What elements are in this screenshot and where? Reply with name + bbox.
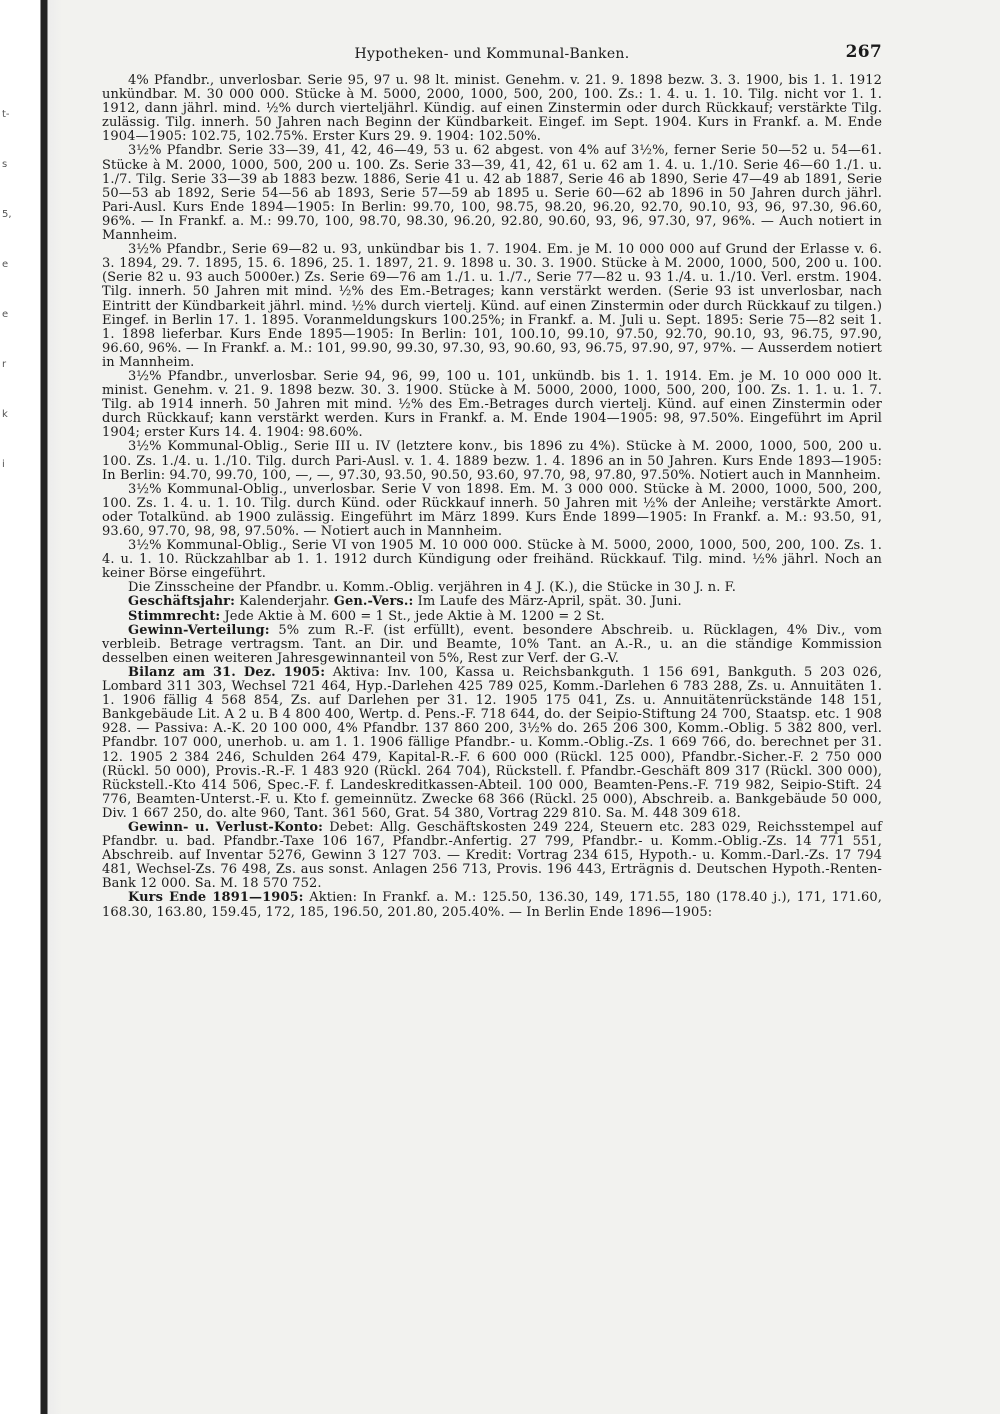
text-kurs-ende: Aktien: In Frankf. a. M.: 125.50, 136.30, 149, 171.55, 180 (178.40 j.), 171, 171.60, 168.30, 163.80, 159.45, 172, 185, 196.50, 201.80, 205.40%. — In Berlin Ende 1896—1905: — [102, 890, 882, 920]
gutter-mark: r — [2, 359, 7, 370]
text-geschaeftsjahr: Kalenderjahr. — [235, 594, 334, 610]
text-gewinn-verteilung: 5% zum R.-F. (ist erfüllt), event. besondere Abschreib. u. Rücklagen, 4% Div., vom verbleib. Betrage vertragsm. Tant. an Dir. und Beamte, 10% Tant. an A.-R., u. an die ständige Kommission desselben einen weiteren Jahresgewinnanteil von 5%, Rest zur Verf. der G.-V. — [102, 622, 882, 666]
paragraph-kurs-ende — [102, 891, 882, 919]
body-text — [102, 74, 882, 920]
paragraph-stimmrecht — [102, 610, 882, 624]
label-geschaeftsjahr: Geschäftsjahr: — [128, 594, 236, 610]
paragraph-geschaeftsjahr — [102, 595, 882, 609]
text-gewinn-verlust: Debet: Allg. Geschäftskosten 249 224, Steuern etc. 283 029, Reichsstempel auf Pfandbr. u. bad. Pfandbr.-Taxe 106 167, Pfandbr.-Anfertig. 27 799, Pfandbr.- u. Komm.-Oblig.-Zs. 14 771 551, Abschreib. auf Inventar 5276, Gewinn 3 127 703. — Kredit: Vortrag 234 615, Hypoth.- u. Komm.-Darl.-Zs. 17 794 481, Wechsel-Zs. 76 498, Zs. aus sonst. Anlagen 256 713, Provis. 196 443, Erträgnis d. Deutschen Hypoth.-Renten-Bank 12 000. Sa. M. 18 570 752. — [102, 819, 882, 892]
paragraph-gewinn-verteilung — [102, 624, 882, 666]
paragraph-komm-oblig-serie-III-IV: 3½% Kommunal-Oblig., Serie III u. IV (letztere konv., bis 1896 zu 4%). Stücke à M. 2000, 1000, 500, 200 u. 100. Zs. 1./4. u. 1./10. Tilg. durch Pari-Ausl. v. 1. 4. 1889 bezw. 1. 4. 1896 an in 50 Jahren. Kurs Ende 1893—1905: In Berlin: 94.70, 99.70, 100, —, —, 97.30, 93.50, 90.50, 93.60, 97.70, 98, 97.80, 97.50%. Notiert auch in Mannheim. — [102, 439, 882, 483]
label-gewinn-verteilung: Gewinn-Verteilung: — [128, 622, 270, 638]
text-gen-vers: Im Laufe des März-April, spät. 30. Juni. — [413, 594, 682, 610]
page-header — [102, 38, 882, 74]
paragraph-pfandbr-4pct: 4% Pfandbr., unverlosbar. Serie 95, 97 u. 98 lt. minist. Genehm. v. 21. 9. 1898 bezw. 3. 3. 1900, bis 1. 1. 1912 unkündbar. M. 30 000 000. Stücke à M. 5000, 2000, 1000, 500, 200, 100. Zs.: 1. 4. u. 1. 10. Tilg. nicht vor 1. 1. 1912, dann jährl. mind. ½% durch vierteljährl. Kündig. auf einen Zinstermin oder durch Rückkauf; verstärkte Tilg. zulässig. Tilg. innerh. 50 Jahren nach Beginn der Kündbarkeit. Eingef. im Sept. 1904. Kurs in Frankf. a. M. Ende 1904—1905: 102.75, 102.75%. Erster Kurs 29. 9. 1904: 102.50%. — [102, 73, 882, 145]
gutter-mark: i — [2, 459, 5, 470]
document-page — [102, 38, 882, 920]
paragraph-bilanz — [102, 666, 882, 821]
gutter-mark: e — [2, 259, 9, 270]
paragraph-zinsscheine: Die Zinsscheine der Pfandbr. u. Komm.-Oblig. verjähren in 4 J. (K.), die Stücke in 30 J. n. F. — [128, 580, 737, 596]
gutter-mark: e — [2, 309, 9, 320]
paragraph-komm-oblig-serie-V: 3½% Kommunal-Oblig., unverlosbar. Serie V von 1898. Em. M. 3 000 000. Stücke à M. 2000, 1000, 500, 200, 100. Zs. 1. 4. u. 1. 10. Tilg. durch Künd. oder Rückkauf innerh. 50 Jahren mit ½% der Anleihe; verstärkte Amort. oder Totalkünd. ab 1900 zulässig. Eingeführt im März 1899. Kurs Ende 1899—1905: In Frankf. a. M.: 93.50, 91, 93.60, 97.70, 98, 98, 97.50%. — Notiert auch in Mannheim. — [102, 481, 882, 539]
text-stimmrecht: Jede Aktie à M. 600 = 1 St., jede Aktie à M. 1200 = 2 St. — [220, 608, 605, 624]
running-head: Hypotheken- und Kommunal-Banken. — [354, 46, 630, 62]
label-stimmrecht: Stimmrecht: — [128, 608, 221, 624]
page-number: 267 — [845, 42, 882, 62]
paragraph-pfandbr-3-5pct-serie-94: 3½% Pfandbr., unverlosbar. Serie 94, 96, 99, 100 u. 101, unkündb. bis 1. 1. 1914. Em. je M. 10 000 000 lt. minist. Genehm. v. 21. 9. 1898 bezw. 30. 3. 1900. Stücke à M. 5000, 2000, 1000, 500, 200, 100. Zs. 1. 1. u. 1. 7. Tilg. ab 1914 innerh. 50 Jahren mit mind. ½% des Em.-Betrages durch viertelj. Künd. auf einen Zinstermin oder durch Rückkauf; kann verstärkt werden. Kurs in Frankf. a. M. Ende 1904—1905: 98, 97.50%. Eingeführt im April 1904; erster Kurs 14. 4. 1904: 98.60%. — [102, 368, 882, 441]
gutter-mark: 5, — [2, 209, 12, 220]
paragraph-pfandbr-3-5pct-serie-33: 3½% Pfandbr. Serie 33—39, 41, 42, 46—49, 53 u. 62 abgest. von 4% auf 3½%, ferner Serie 50—52 u. 54—61. Stücke à M. 2000, 1000, 500, 200 u. 100. Zs. Serie 33—39, 41, 42, 61 u. 62 am 1. 4. u. 1./10. Serie 46—60 1./1. u. 1./7. Tilg. Serie 33—39 ab 1883 bezw. 1886, Serie 41 u. 42 ab 1887, Serie 46 ab 1890, Serie 47—49 ab 1891, Serie 50—53 ab 1892, Serie 54—56 ab 1893, Serie 57—59 ab 1895 u. Serie 60—62 ab 1896 in 50 Jahren durch jährl. Pari-Ausl. Kurs Ende 1894—1905: In Berlin: 99.70, 100, 98.75, 98.20, 96.20, 92.70, 90.10, 93, 96, 97.30, 96.60, 96%. — In Frankf. a. M.: 99.70, 100, 98.70, 98.30, 96.20, 92.80, 90.60, 93, 96, 97.30, 97, 96%. — Auch notiert in Mannheim. — [102, 143, 882, 244]
gutter-marks — [2, 90, 18, 490]
label-gewinn-verlust: Gewinn- u. Verlust-Konto: — [128, 819, 324, 835]
gutter-mark: s — [2, 159, 8, 170]
gutter-mark: t- — [2, 109, 10, 120]
label-gen-vers: Gen.-Vers.: — [333, 594, 414, 610]
paragraph-gewinn-verlust — [102, 821, 882, 891]
label-kurs-ende: Kurs Ende 1891—1905: — [128, 890, 304, 906]
label-bilanz: Bilanz am 31. Dez. 1905: — [128, 664, 326, 680]
paragraph-komm-oblig-serie-VI: 3½% Kommunal-Oblig., Serie VI von 1905 M. 10 000 000. Stücke à M. 5000, 2000, 1000, 500, 200, 100. Zs. 1. 4. u. 1. 10. Rückzahlbar ab 1. 1. 1912 durch Kündigung oder freihänd. Rückkauf. Tilg. mind. ½% jährl. Noch an keiner Börse eingeführt. — [102, 538, 882, 582]
text-bilanz: Aktiva: Inv. 100, Kassa u. Reichsbankguth. 1 156 691, Bankguth. 5 203 026, Lombard 311 303, Wechsel 721 464, Hyp.-Darlehen 425 789 025, Komm.-Darlehen 6 783 288, Zs. u. Annuitäten 1. 1. 1906 fällig 4 568 854, Zs. auf Darlehen per 31. 12. 1905 175 041, Zs. u. Annuitätenrückstände 148 151, Bankgebäude Lit. A 2 u. B 4 800 400, Wertp. d. Pens.-F. 718 644, do. der Seipio-Stiftung 24 700, Staatsp. etc. 1 908 928. — Passiva: A.-K. 20 100 000, 4% Pfandbr. 137 860 200, 3½% do. 265 206 300, Komm.-Oblig. 5 382 800, verl. Pfandbr. 107 000, unerhob. u. am 1. 1. 1906 fällige Pfandbr.- u. Komm.-Oblig.-Zs. 1 669 766, do. berechnet per 31. 12. 1905 2 384 246, Schulden 264 479, Kapital-R.-F. 6 600 000 (Rückl. 125 000), Pfandbr.-Sicher.-F. 2 750 000 (Rückl. 50 000), Provis.-R.-F. 1 483 920 (Rückl. 264 704), Rückstell. f. Pfandbr.-Geschäft 809 317 (Rückl. 300 000), Rückstell.-Kto 414 506, Spec.-F. f. Landeskreditkassen-Abteil. 100 000, Beamten-Pens.-F. 719 982, Seipio-Stift. 24 776, Beamten-Unterst.-F. u. Kto f. gemeinnütz. Zwecke 68 366 (Rückl. 25 000), Abschreib. a. Bankgebäude 50 000, Div. 1 667 250, do. alte 960, Tant. 361 560, Grat. 54 380, Vortrag 229 810. Sa. M. 448 309 618. — [102, 664, 882, 821]
gutter-mark: k — [2, 409, 8, 420]
paragraph-pfandbr-3-5pct-serie-69: 3½% Pfandbr., Serie 69—82 u. 93, unkündbar bis 1. 7. 1904. Em. je M. 10 000 000 auf Grund der Erlasse v. 6. 3. 1894, 29. 7. 1895, 15. 6. 1896, 25. 1. 1897, 21. 9. 1898 u. 30. 3. 1900. Stücke à M. 2000, 1000, 500, 200 u. 100. (Serie 82 u. 93 auch 5000er.) Zs. Serie 69—76 am 1./1. u. 1./7., Serie 77—82 u. 93 1./4. u. 1./10. Verl. erstm. 1904. Tilg. innerh. 50 Jahren mit mind. ½% des Em.-Betrages; kann verstärkt werden. (Serie 93 ist unverlosbar, nach Eintritt der Kündbarkeit jährl. mind. ½% durch viertelj. Künd. auf einen Zinstermin oder durch Rückkauf zu tilgen.) Eingef. in Berlin 17. 1. 1895. Voranmeldungskurs 100.25%; in Frankf. a. M. Juli u. Sept. 1895: Serie 75—82 seit 1. 1. 1898 lieferbar. Kurs Ende 1895—1905: In Berlin: 101, 100.10, 99.10, 97.50, 92.70, 90.10, 93, 96.75, 97.90, 96.60, 96%. — In Frankf. a. M.: 101, 99.90, 99.30, 97.30, 93, 90.60, 93, 96.75, 97.90, 97, 97%. — Ausserdem notiert in Mannheim. — [102, 242, 882, 370]
